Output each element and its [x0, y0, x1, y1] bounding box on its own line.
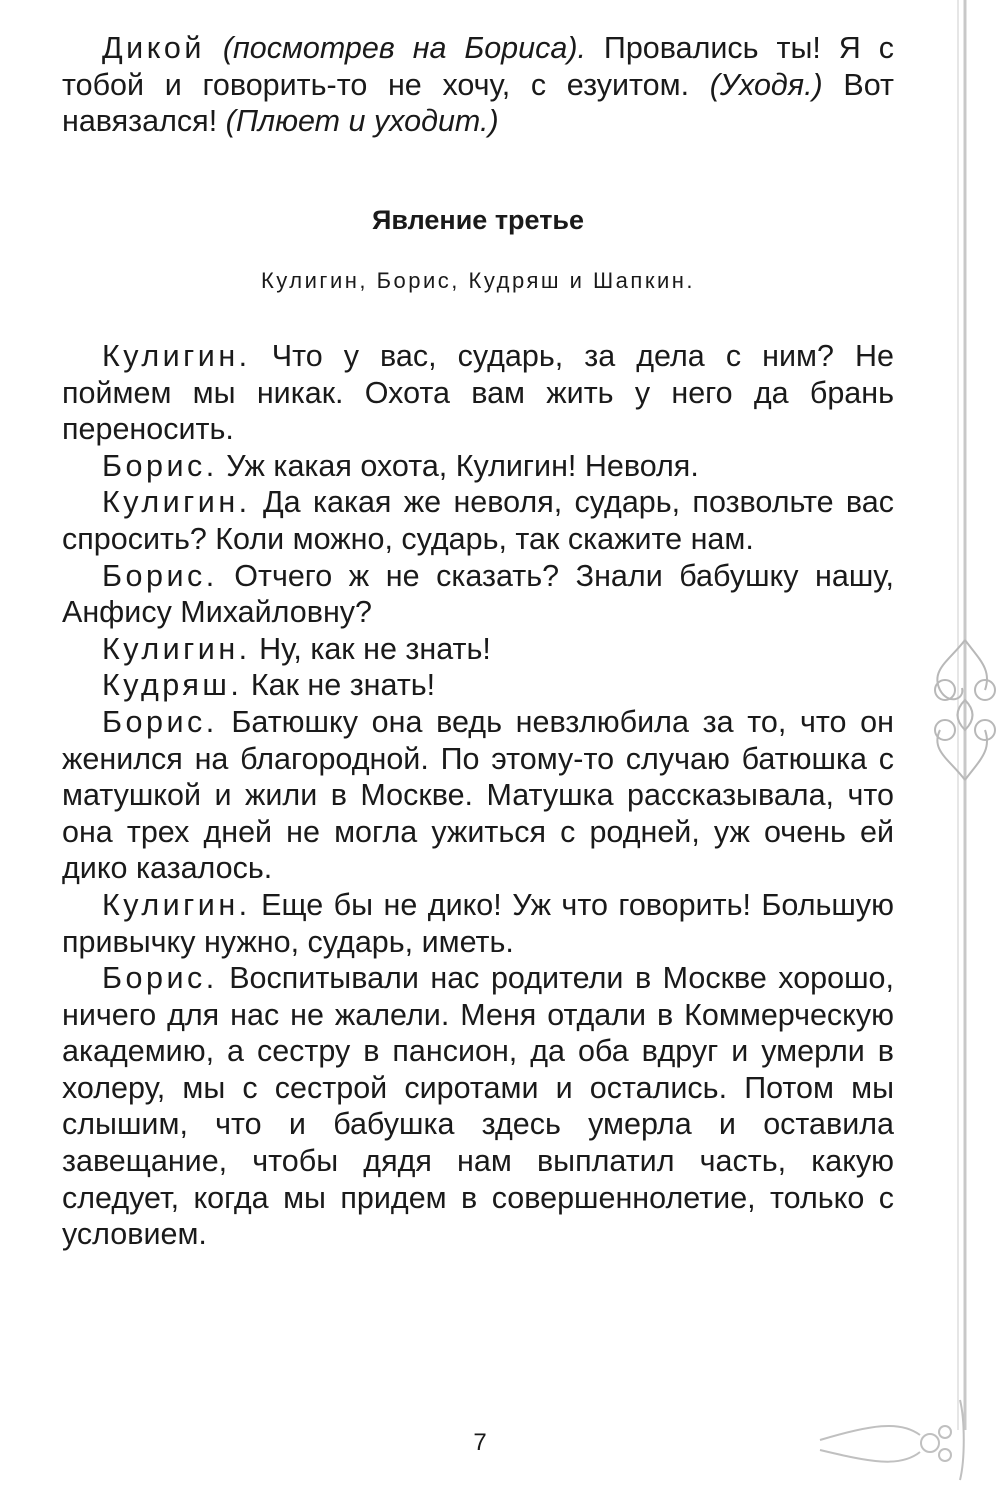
stage-direction: (посмотрев на Бориса). — [222, 31, 586, 65]
speaker-name: Борис. — [102, 448, 218, 483]
scene-title: Явление третье — [371, 205, 585, 235]
scene-cast: Кулигин, Борис, Кудряш и Шапкин. — [260, 268, 696, 293]
line-text: Провались ты! Я с тобой и говорить-то не хочу, с езуитом. — [62, 31, 894, 102]
page-number: 7 — [473, 1429, 487, 1456]
line-text: Воспитывали нас родители в Москве хорошо, ничего для нас не жалели. Меня отдали в Коммерческую академию, а сестру в пансион, да оба вдруг и умерли в холеру, мы с сестрой сиротами и остались. Потом мы слышим, что и бабушка здесь умерла и оставила завещание, чтобы дядя нам выплатил часть, какую следует, когда мы придем в совершеннолетие, только с условием. — [62, 961, 894, 1252]
line-text: Ну, как не знать! — [259, 631, 491, 666]
speaker-name: Кулигин. — [102, 887, 251, 922]
speaker-name: Кулигин. — [102, 339, 251, 373]
line-text: Батюшку она ведь невзлюбила за то, что он женился на благородной. По этому-то случаю батюшка с матушкой и жили в Москве. Матушка рассказывала, что она трех дней не могла ужиться с родней, уж очень ей дико казалось. — [62, 704, 894, 886]
stage-direction: (Плюет и уходит.) — [225, 104, 499, 139]
speaker-name: Борис. — [102, 558, 218, 593]
speaker-name: Борис. — [102, 961, 218, 996]
line-text: Еще бы не дико! Уж что говорить! Большую привычку нужно, сударь, иметь. — [62, 887, 894, 959]
speaker-name: Кулигин. — [102, 485, 251, 520]
line-text: Да какая же неволя, сударь, позвольте вас спросить? Коли можно, сударь, так скажите нам. — [62, 485, 895, 556]
corner-ornament-icon — [820, 1400, 964, 1480]
stage-direction: (Уходя.) — [709, 67, 823, 102]
speaker-name: Кулигин. — [102, 631, 251, 666]
line-text: Вот навязался! — [62, 67, 895, 139]
speaker-name: Дикой — [102, 31, 205, 65]
speaker-name: Борис. — [102, 704, 218, 739]
line-text: Отчего ж не сказать? Знали бабушку нашу, Анфису Михайловну? — [62, 558, 894, 630]
line-text: Уж какая охота, Кулигин! Неволя. — [226, 448, 699, 483]
line-text: Как не знать! — [250, 668, 436, 703]
speaker-name: Кудряш. — [102, 668, 243, 703]
line-text: Что у вас, сударь, за дела с ним? Не поймем мы никак. Охота вам жить у него да брань переносить. — [62, 339, 894, 447]
